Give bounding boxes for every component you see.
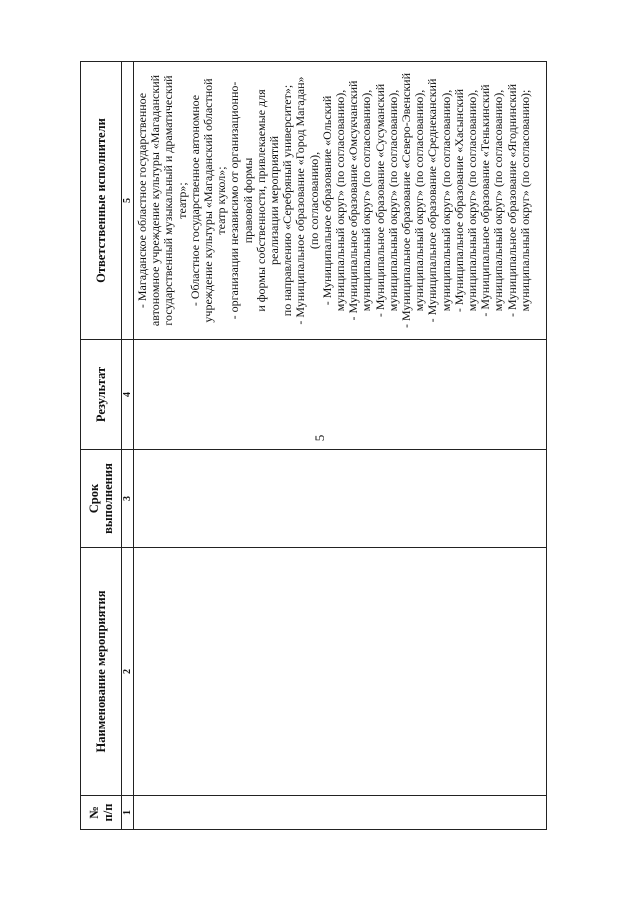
cell-responsible [134, 62, 547, 340]
responsible-line: реализации мероприятий [267, 135, 282, 266]
responsible-line: - Муниципальное образование «Омсукчанский [346, 80, 361, 321]
responsible-line: автономное учреждение культуры «Магаданский [148, 74, 163, 327]
responsible-line: муниципальный округ» (по согласованию), [465, 89, 480, 312]
responsible-line: - Муниципальное образование «Среднеканский [425, 78, 440, 323]
responsible-line: - Муниципальное образование «Ольский [319, 95, 334, 306]
responsible-line: - Муниципальное образование «Ягоднинский [504, 83, 519, 318]
column-number: 4 [122, 340, 134, 450]
responsible-line: по направлению «Серебряный университет»; [280, 84, 295, 317]
header-event-name: Наименование мероприятия [81, 548, 122, 796]
table-row [134, 62, 547, 830]
responsible-line: - Магаданское областное государственное [135, 92, 149, 309]
cell-event-name [134, 548, 547, 796]
responsible-line: театр кукол»; [214, 166, 229, 235]
responsible-line: муниципальный округ» (по согласованию), [333, 89, 348, 312]
responsible-line: - Муниципальное образование «Тенькинский [478, 84, 493, 317]
responsible-line: учреждение культуры «Магаданский областной [201, 78, 216, 323]
responsible-line: (по согласованию), [306, 151, 321, 250]
responsible-line: муниципальный округ» (по согласованию), [412, 89, 427, 312]
responsible-line: - организации независимо от организационно- [227, 81, 242, 320]
page-number: 5 [312, 434, 327, 442]
cell-number [134, 796, 547, 830]
responsible-line: муниципальный округ» (по согласованию), [359, 89, 374, 312]
responsible-line: театр»; [174, 182, 189, 219]
header-row [81, 62, 122, 830]
responsible-line: муниципальный округ» (по согласованию), [385, 89, 400, 312]
header-result: Результат [81, 340, 122, 450]
events-table [80, 61, 547, 830]
header-deadline: Срок выполнения [81, 450, 122, 548]
events-table-container [80, 62, 544, 830]
responsible-line: - Областное государственное автономное [187, 94, 202, 307]
header-number: № п/п [81, 796, 122, 830]
responsible-line: - Муниципальное образование «Город Магадан» [293, 76, 308, 325]
responsible-line: государственный музыкальный и драматический [161, 75, 176, 326]
column-number: 5 [122, 62, 134, 340]
column-number: 1 [122, 796, 134, 830]
responsible-line: правовой формы [240, 157, 255, 244]
responsible-line: муниципальный округ» (по согласованию), [438, 89, 453, 312]
responsible-line: - Муниципальное образование «Хасынский [451, 88, 466, 313]
responsible-line: - Муниципальное образование «Сусуманский [372, 83, 387, 318]
column-number: 3 [122, 450, 134, 548]
cell-deadline [134, 450, 547, 548]
responsible-line: муниципальный округ» (по согласованию), [491, 89, 506, 312]
responsible-line: и формы собственности, привлекаемые для [253, 89, 268, 312]
responsible-line: муниципальный округ» (по согласованию); [517, 89, 532, 312]
column-number-row [122, 62, 134, 830]
responsible-line: - Муниципальное образование «Северо-Эвенский [399, 72, 414, 329]
header-responsible: Ответственные исполнители [81, 62, 122, 340]
column-number: 2 [122, 548, 134, 796]
cell-result [134, 340, 547, 450]
